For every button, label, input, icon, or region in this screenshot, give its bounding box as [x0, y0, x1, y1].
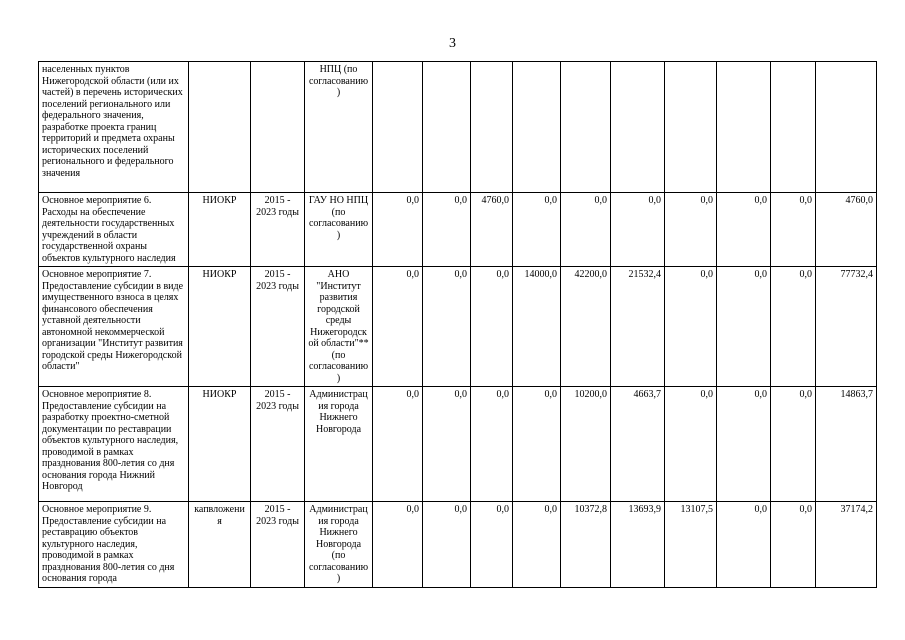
- executor-cell: ГАУ НО НПЦ (по согласованию): [305, 193, 373, 267]
- value-cell: 0,0: [423, 193, 471, 267]
- table-row: [39, 502, 877, 588]
- period-cell: 2015 - 2023 годы: [251, 193, 305, 267]
- page-number: 3: [449, 36, 456, 51]
- value-cell: 0,0: [717, 502, 771, 588]
- table-row: [39, 62, 877, 193]
- activity-name-cell: Основное мероприятие 8. Предоставление субсидии на разработку проектно-сметной документации по реставрации объектов культурного наследия, проводимой в рамках празднования 800-летия со дня основания города Нижний Новгород: [39, 387, 189, 502]
- table-body: [39, 62, 877, 588]
- customer-cell: капвложения: [189, 502, 251, 588]
- value-cell: 0,0: [665, 267, 717, 387]
- value-cell: 0,0: [471, 502, 513, 588]
- value-cell: [373, 62, 423, 193]
- value-cell: 0,0: [717, 387, 771, 502]
- executor-cell: Администрация города Нижнего Новгорода (по согласованию): [305, 502, 373, 588]
- value-cell: 14000,0: [513, 267, 561, 387]
- value-cell: [717, 62, 771, 193]
- value-cell: 0,0: [665, 387, 717, 502]
- value-cell: 4663,7: [611, 387, 665, 502]
- value-cell: 0,0: [717, 193, 771, 267]
- period-cell: 2015 - 2023 годы: [251, 267, 305, 387]
- value-cell: 0,0: [423, 387, 471, 502]
- value-cell: [561, 62, 611, 193]
- value-cell: 0,0: [373, 387, 423, 502]
- value-cell: 0,0: [513, 502, 561, 588]
- customer-cell: НИОКР: [189, 267, 251, 387]
- value-cell: 4760,0: [471, 193, 513, 267]
- value-cell: 0,0: [423, 502, 471, 588]
- table-row: [39, 267, 877, 387]
- value-cell: 42200,0: [561, 267, 611, 387]
- executor-cell: АНО "Институт развития городской среды Нижегородской области"** (по согласованию): [305, 267, 373, 387]
- activity-name-cell: Основное мероприятие 6. Расходы на обеспечение деятельности государственных учреждений в области государственной охраны объектов культурного наследия: [39, 193, 189, 267]
- value-cell: 0,0: [771, 193, 816, 267]
- total-cell: 37174,2: [816, 502, 877, 588]
- program-activities-table: [38, 61, 877, 588]
- customer-cell: НИОКР: [189, 193, 251, 267]
- value-cell: 13107,5: [665, 502, 717, 588]
- value-cell: 0,0: [513, 387, 561, 502]
- customer-cell: [189, 62, 251, 193]
- table-row: [39, 387, 877, 502]
- value-cell: 0,0: [771, 267, 816, 387]
- value-cell: 0,0: [561, 193, 611, 267]
- customer-cell: НИОКР: [189, 387, 251, 502]
- value-cell: [665, 62, 717, 193]
- total-cell: [816, 62, 877, 193]
- value-cell: 0,0: [471, 387, 513, 502]
- value-cell: 0,0: [423, 267, 471, 387]
- value-cell: 0,0: [373, 502, 423, 588]
- executor-cell: Администрация города Нижнего Новгорода: [305, 387, 373, 502]
- value-cell: 0,0: [717, 267, 771, 387]
- activity-name-cell: Основное мероприятие 7. Предоставление субсидии в виде имущественного взноса в целях финансового обеспечения уставной деятельности автономной некоммерческой организации "Институт развития городской среды Нижегородской области": [39, 267, 189, 387]
- total-cell: 77732,4: [816, 267, 877, 387]
- value-cell: 0,0: [771, 387, 816, 502]
- period-cell: [251, 62, 305, 193]
- activity-name-cell: населенных пунктов Нижегородской области (или их частей) в перечень исторических поселений регионального или федерального значения, разработке проекта границ территорий и предмета охраны исторических поселений регионального и федерального значения: [39, 62, 189, 193]
- value-cell: 0,0: [665, 193, 717, 267]
- value-cell: 10200,0: [561, 387, 611, 502]
- value-cell: 21532,4: [611, 267, 665, 387]
- period-cell: 2015 - 2023 годы: [251, 387, 305, 502]
- table-row: [39, 193, 877, 267]
- value-cell: 10372,8: [561, 502, 611, 588]
- value-cell: [513, 62, 561, 193]
- value-cell: [771, 62, 816, 193]
- value-cell: 0,0: [771, 502, 816, 588]
- value-cell: 0,0: [373, 267, 423, 387]
- value-cell: 13693,9: [611, 502, 665, 588]
- value-cell: [471, 62, 513, 193]
- activity-name-cell: Основное мероприятие 9. Предоставление субсидии на реставрацию объектов культурного наследия, проводимой в рамках празднования 800-летия со дня основания города: [39, 502, 189, 588]
- value-cell: 0,0: [611, 193, 665, 267]
- period-cell: 2015 - 2023 годы: [251, 502, 305, 588]
- value-cell: 0,0: [373, 193, 423, 267]
- value-cell: [423, 62, 471, 193]
- value-cell: 0,0: [471, 267, 513, 387]
- value-cell: 0,0: [513, 193, 561, 267]
- value-cell: [611, 62, 665, 193]
- total-cell: 4760,0: [816, 193, 877, 267]
- executor-cell: НПЦ (по согласованию): [305, 62, 373, 193]
- total-cell: 14863,7: [816, 387, 877, 502]
